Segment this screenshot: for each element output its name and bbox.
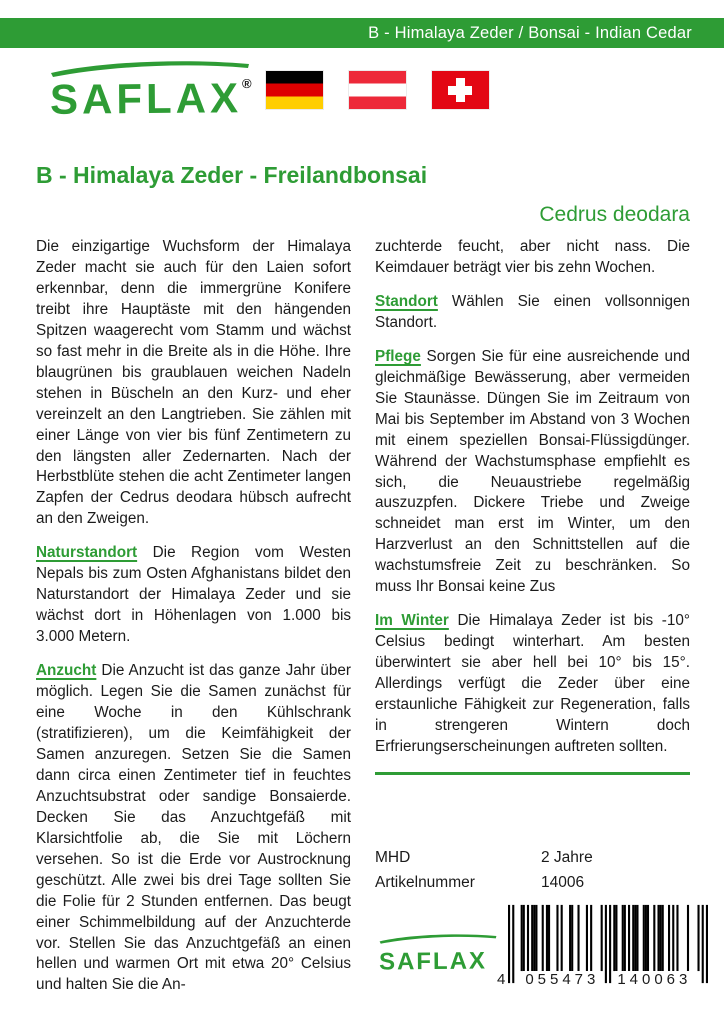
brand-name: SAFLAX	[49, 74, 243, 123]
naturstandort-paragraph	[36, 543, 351, 648]
anzucht-heading: Anzucht	[36, 662, 97, 680]
barcode-digits	[508, 971, 708, 988]
left-column	[36, 237, 351, 1009]
registered-mark: ®	[242, 76, 252, 91]
naturstandort-heading: Naturstandort	[36, 544, 138, 562]
flag-switzerland-icon	[432, 71, 489, 109]
standort-text: Wählen Sie einen vollsonnigen Standort.	[375, 292, 691, 331]
standort-paragraph	[375, 292, 690, 334]
article-number-label: Artikelnummer	[375, 873, 475, 891]
brand-name-small: SAFLAX	[378, 947, 488, 976]
pflege-heading: Pflege	[375, 347, 421, 365]
page-title: B - Himalaya Zeder - Freilandbonsai	[36, 162, 428, 188]
continuation-paragraph: zuchterde feucht, aber nicht nass. Die Keimdauer beträgt vier bis zehn Wochen.	[375, 238, 690, 276]
barcode-first-digit: 4	[497, 970, 506, 988]
barcode-right-group: 140063	[617, 970, 692, 988]
pflege-text: Sorgen Sie für eine ausreichende und gleichmäßige Bewässerung, aber vermeiden Sie Staunässe. Düngen Sie im Zeitraum von Mai bis September im Abstand von 3 Wochen mit einem speziellen Bonsai-Flüssigdünger. Während der Wachstumsphase empfiehlt es sich, die Neuaustriebe regelmäßig auszuzpfen. Dickere Triebe und Zweige schneidet man erst im Winter, um den Harzverlust an den Schnittstellen auf die wachstumsfreie Zeit zu beschränken. So muss Ihr Bonsai keine Zus	[375, 347, 691, 596]
winter-paragraph	[375, 611, 690, 758]
bottom-row	[375, 904, 690, 988]
header-title: B - Himalaya Zeder / Bonsai - Indian Cedar	[368, 23, 692, 42]
winter-heading: Im Winter	[375, 612, 449, 630]
saflax-logo-small	[379, 932, 497, 974]
pflege-paragraph	[375, 347, 690, 598]
flags-row	[266, 71, 489, 109]
anzucht-text: Die Anzucht ist das ganze Jahr über möglich. Legen Sie die Samen zunächst für eine Woche in den Kühlschrank (stratifizieren), um die Keimfähigkeit der Samen anzuregen. Setzen Sie die Samen dann circa einen Zentimeter tief in feuchtes Anzuchtsubstrat oder sandige Bonsaierde. Decken Sie das Anzuchtgefäß mit Klarsichtfolie ab, die Sie mit Löchern versehen. So ist die Erde vor Austrocknung geschützt. Alle zwei bis drei Tage sollten Sie die Folie für 2 Stunden entfernen. Das beugt einer Schimmelbildung auf der Anzuchterde vor. Stellen Sie das Anzuchtgefäß an einen hellen und warmen Ort mit etwa 20° Celsius und halten Sie die An-	[36, 662, 351, 994]
flag-austria-icon	[349, 71, 406, 109]
barcode-main	[508, 904, 708, 988]
body-columns	[36, 237, 690, 1009]
mhd-value: 2 Jahre	[541, 848, 593, 866]
saflax-logo	[49, 60, 252, 123]
article-number-row	[375, 874, 690, 892]
flag-germany-icon	[266, 71, 323, 109]
info-rows	[375, 849, 690, 892]
mhd-row	[375, 849, 690, 867]
latin-name: Cedrus deodara	[539, 203, 690, 226]
ean-barcode	[497, 904, 708, 988]
brand-row	[49, 60, 690, 123]
winter-text: Die Himalaya Zeder ist bis -10° Celsius bedingt winterhart. Am besten überwintert sie aber hell bei 10° bis 15°. Allerdings verfügt die Zeder über eine erstaunliche Fähigkeit zur Regeneration, falls in strengeren Wintern doch Erfrierungserscheinungen auftreten sollten.	[375, 612, 690, 755]
right-column	[375, 237, 690, 1009]
green-divider	[375, 772, 690, 775]
anzucht-paragraph	[36, 661, 351, 996]
mhd-label: MHD	[375, 848, 411, 866]
description-paragraph: Die einzigartige Wuchsform der Himalaya Zeder macht sie auch für den Laien sofort erkennbar, denn die immergrüne Konifere treibt ihre Hauptäste mit den hängenden Spitzen waagerecht vom Stamm und wächst so fast mehr in die Breite als in die Höhe. Ihre blaugrünen bis graublauen weichen Nadeln stehen in Büscheln an den Kurz- und eher vereinzelt an den Langtrieben. Sie zählen mit einer Länge von vier bis fünf Zentimetern zu den längsten aller Zedernarten. Nach der Herbstblüte stehen die acht Zentimeter langen Zapfen der Cedrus deodara hübsch aufrecht an den Zweigen.	[36, 238, 351, 528]
header-bar	[0, 18, 724, 48]
brush-stroke-small-icon	[379, 933, 497, 945]
article-number-value: 14006	[541, 873, 585, 891]
naturstandort-text: Die Region vom Westen Nepals bis zum Osten Afghanistans bildet den Naturstandort der Himalaya Zeder und sie wächst dort in Höhenlagen von 1.000 bis 3.000 Metern.	[36, 544, 351, 646]
standort-heading: Standort	[375, 292, 438, 310]
barcode-left-group: 055473	[525, 970, 600, 988]
